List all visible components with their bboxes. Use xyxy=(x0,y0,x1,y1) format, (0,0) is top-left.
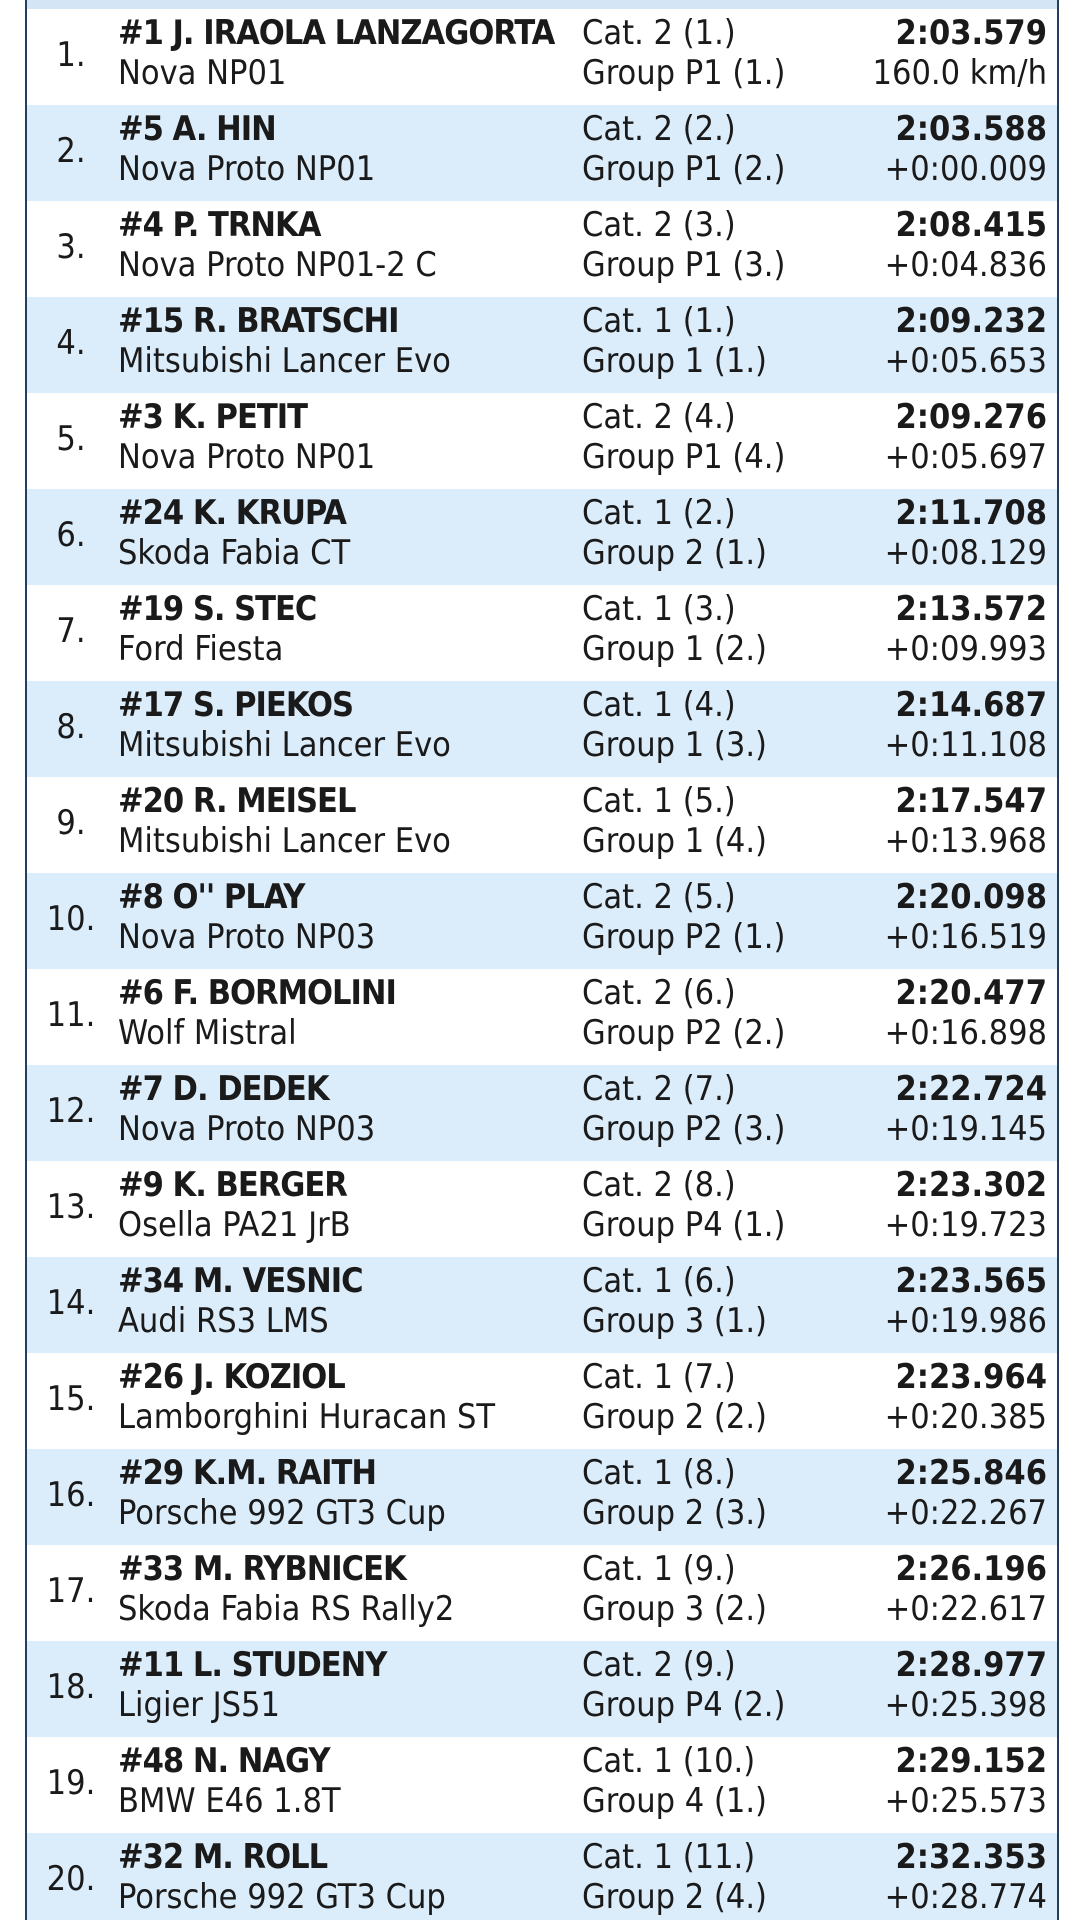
result-row xyxy=(27,1353,1057,1449)
position: 15. xyxy=(46,1379,96,1419)
category-rank: Cat. 1 (1.) xyxy=(582,301,736,341)
category-rank: Cat. 2 (5.) xyxy=(582,877,736,917)
driver-name: #26 J. KOZIOL xyxy=(118,1357,345,1397)
result-row xyxy=(27,1161,1057,1257)
gap-or-speed: +0:11.108 xyxy=(884,725,1047,765)
group-rank: Group P2 (1.) xyxy=(582,917,786,957)
result-row xyxy=(27,1257,1057,1353)
lap-time: 2:17.547 xyxy=(895,781,1047,821)
result-row xyxy=(27,585,1057,681)
lap-time: 2:29.152 xyxy=(895,1741,1047,1781)
driver-name: #11 L. STUDENY xyxy=(118,1645,387,1685)
driver-name: #17 S. PIEKOS xyxy=(118,685,354,725)
position: 16. xyxy=(46,1475,96,1515)
car-model: Lamborghini Huracan ST xyxy=(118,1397,496,1437)
group-rank: Group P1 (3.) xyxy=(582,245,786,285)
group-rank: Group P1 (2.) xyxy=(582,149,786,189)
lap-time: 2:13.572 xyxy=(895,589,1047,629)
driver-name: #5 A. HIN xyxy=(118,109,276,149)
lap-time: 2:08.415 xyxy=(895,205,1047,245)
group-rank: Group 1 (1.) xyxy=(582,341,767,381)
driver-name: #32 M. ROLL xyxy=(118,1837,328,1877)
driver-name: #8 O'' PLAY xyxy=(118,877,305,917)
position: 7. xyxy=(56,611,86,651)
result-row xyxy=(27,393,1057,489)
result-row xyxy=(27,489,1057,585)
lap-time: 2:11.708 xyxy=(895,493,1047,533)
category-rank: Cat. 1 (6.) xyxy=(582,1261,736,1301)
group-rank: Group P1 (1.) xyxy=(582,53,786,93)
driver-name: #3 K. PETIT xyxy=(118,397,307,437)
gap-or-speed: 160.0 km/h xyxy=(872,53,1047,93)
lap-time: 2:03.579 xyxy=(895,13,1047,53)
lap-time: 2:26.196 xyxy=(895,1549,1047,1589)
gap-or-speed: +0:28.774 xyxy=(884,1877,1047,1917)
category-rank: Cat. 2 (1.) xyxy=(582,13,736,53)
group-rank: Group P1 (4.) xyxy=(582,437,786,477)
group-rank: Group 3 (1.) xyxy=(582,1301,767,1341)
result-row xyxy=(27,1641,1057,1737)
result-row xyxy=(27,1833,1057,1920)
results-list xyxy=(27,9,1057,1920)
result-row xyxy=(27,9,1057,105)
position: 3. xyxy=(56,227,86,267)
category-rank: Cat. 1 (8.) xyxy=(582,1453,736,1493)
car-model: Mitsubishi Lancer Evo xyxy=(118,341,451,381)
gap-or-speed: +0:16.519 xyxy=(884,917,1047,957)
gap-or-speed: +0:20.385 xyxy=(884,1397,1047,1437)
position: 5. xyxy=(56,419,86,459)
result-row xyxy=(27,777,1057,873)
car-model: Nova NP01 xyxy=(118,53,287,93)
car-model: Ligier JS51 xyxy=(118,1685,280,1725)
result-row xyxy=(27,681,1057,777)
car-model: Skoda Fabia CT xyxy=(118,533,351,573)
category-rank: Cat. 2 (9.) xyxy=(582,1645,736,1685)
group-rank: Group 2 (4.) xyxy=(582,1877,767,1917)
group-rank: Group P2 (3.) xyxy=(582,1109,786,1149)
car-model: Nova Proto NP03 xyxy=(118,1109,376,1149)
group-rank: Group 2 (2.) xyxy=(582,1397,767,1437)
gap-or-speed: +0:19.145 xyxy=(884,1109,1047,1149)
gap-or-speed: +0:19.986 xyxy=(884,1301,1047,1341)
lap-time: 2:09.276 xyxy=(895,397,1047,437)
position: 13. xyxy=(46,1187,96,1227)
result-row xyxy=(27,201,1057,297)
gap-or-speed: +0:16.898 xyxy=(884,1013,1047,1053)
lap-time: 2:03.588 xyxy=(895,109,1047,149)
group-rank: Group 1 (4.) xyxy=(582,821,767,861)
driver-name: #15 R. BRATSCHI xyxy=(118,301,399,341)
result-row xyxy=(27,105,1057,201)
driver-name: #48 N. NAGY xyxy=(118,1741,330,1781)
position: 4. xyxy=(56,323,86,363)
position: 2. xyxy=(56,131,86,171)
result-row xyxy=(27,1065,1057,1161)
gap-or-speed: +0:08.129 xyxy=(884,533,1047,573)
category-rank: Cat. 1 (10.) xyxy=(582,1741,756,1781)
driver-name: #20 R. MEISEL xyxy=(118,781,356,821)
result-row xyxy=(27,969,1057,1065)
category-rank: Cat. 1 (5.) xyxy=(582,781,736,821)
position: 18. xyxy=(46,1667,96,1707)
position: 17. xyxy=(46,1571,96,1611)
lap-time: 2:20.477 xyxy=(895,973,1047,1013)
gap-or-speed: +0:04.836 xyxy=(884,245,1047,285)
car-model: BMW E46 1.8T xyxy=(118,1781,341,1821)
position: 12. xyxy=(46,1091,96,1131)
lap-time: 2:25.846 xyxy=(895,1453,1047,1493)
driver-name: #19 S. STEC xyxy=(118,589,317,629)
position: 10. xyxy=(46,899,96,939)
car-model: Nova Proto NP01-2 C xyxy=(118,245,437,285)
lap-time: 2:32.353 xyxy=(895,1837,1047,1877)
result-row xyxy=(27,1449,1057,1545)
position: 20. xyxy=(46,1859,96,1899)
category-rank: Cat. 1 (11.) xyxy=(582,1837,756,1877)
category-rank: Cat. 1 (3.) xyxy=(582,589,736,629)
position: 6. xyxy=(56,515,86,555)
gap-or-speed: +0:25.398 xyxy=(884,1685,1047,1725)
car-model: Porsche 992 GT3 Cup xyxy=(118,1493,446,1533)
lap-time: 2:23.565 xyxy=(895,1261,1047,1301)
car-model: Osella PA21 JrB xyxy=(118,1205,351,1245)
driver-name: #34 M. VESNIC xyxy=(118,1261,363,1301)
position: 19. xyxy=(46,1763,96,1803)
gap-or-speed: +0:22.267 xyxy=(884,1493,1047,1533)
car-model: Porsche 992 GT3 Cup xyxy=(118,1877,446,1917)
gap-or-speed: +0:09.993 xyxy=(884,629,1047,669)
car-model: Nova Proto NP01 xyxy=(118,437,376,477)
gap-or-speed: +0:05.697 xyxy=(884,437,1047,477)
result-row xyxy=(27,873,1057,969)
group-rank: Group P2 (2.) xyxy=(582,1013,786,1053)
result-row xyxy=(27,297,1057,393)
group-rank: Group 1 (2.) xyxy=(582,629,767,669)
position: 8. xyxy=(56,707,86,747)
position: 9. xyxy=(56,803,86,843)
car-model: Ford Fiesta xyxy=(118,629,284,669)
driver-name: #7 D. DEDEK xyxy=(118,1069,329,1109)
driver-name: #29 K.M. RAITH xyxy=(118,1453,376,1493)
results-page xyxy=(25,0,1059,1920)
gap-or-speed: +0:05.653 xyxy=(884,341,1047,381)
car-model: Audi RS3 LMS xyxy=(118,1301,329,1341)
lap-time: 2:09.232 xyxy=(895,301,1047,341)
car-model: Nova Proto NP01 xyxy=(118,149,376,189)
group-rank: Group 2 (3.) xyxy=(582,1493,767,1533)
driver-name: #24 K. KRUPA xyxy=(118,493,346,533)
group-rank: Group P4 (1.) xyxy=(582,1205,786,1245)
category-rank: Cat. 2 (3.) xyxy=(582,205,736,245)
group-rank: Group 4 (1.) xyxy=(582,1781,767,1821)
category-rank: Cat. 1 (2.) xyxy=(582,493,736,533)
car-model: Mitsubishi Lancer Evo xyxy=(118,821,451,861)
category-rank: Cat. 1 (4.) xyxy=(582,685,736,725)
lap-time: 2:20.098 xyxy=(895,877,1047,917)
driver-name: #6 F. BORMOLINI xyxy=(118,973,396,1013)
category-rank: Cat. 2 (2.) xyxy=(582,109,736,149)
result-row xyxy=(27,1737,1057,1833)
position: 14. xyxy=(46,1283,96,1323)
top-strip xyxy=(27,0,1057,9)
category-rank: Cat. 2 (7.) xyxy=(582,1069,736,1109)
lap-time: 2:28.977 xyxy=(895,1645,1047,1685)
group-rank: Group 2 (1.) xyxy=(582,533,767,573)
lap-time: 2:23.964 xyxy=(895,1357,1047,1397)
position: 11. xyxy=(46,995,96,1035)
car-model: Wolf Mistral xyxy=(118,1013,297,1053)
lap-time: 2:23.302 xyxy=(895,1165,1047,1205)
gap-or-speed: +0:25.573 xyxy=(884,1781,1047,1821)
car-model: Mitsubishi Lancer Evo xyxy=(118,725,451,765)
driver-name: #1 J. IRAOLA LANZAGORTA xyxy=(118,13,555,53)
gap-or-speed: +0:00.009 xyxy=(884,149,1047,189)
category-rank: Cat. 2 (6.) xyxy=(582,973,736,1013)
car-model: Nova Proto NP03 xyxy=(118,917,376,957)
lap-time: 2:14.687 xyxy=(895,685,1047,725)
gap-or-speed: +0:19.723 xyxy=(884,1205,1047,1245)
lap-time: 2:22.724 xyxy=(895,1069,1047,1109)
gap-or-speed: +0:13.968 xyxy=(884,821,1047,861)
gap-or-speed: +0:22.617 xyxy=(884,1589,1047,1629)
category-rank: Cat. 2 (4.) xyxy=(582,397,736,437)
group-rank: Group 3 (2.) xyxy=(582,1589,767,1629)
position: 1. xyxy=(56,35,86,75)
category-rank: Cat. 1 (7.) xyxy=(582,1357,736,1397)
category-rank: Cat. 2 (8.) xyxy=(582,1165,736,1205)
category-rank: Cat. 1 (9.) xyxy=(582,1549,736,1589)
result-row xyxy=(27,1545,1057,1641)
driver-name: #9 K. BERGER xyxy=(118,1165,347,1205)
group-rank: Group P4 (2.) xyxy=(582,1685,786,1725)
driver-name: #4 P. TRNKA xyxy=(118,205,321,245)
group-rank: Group 1 (3.) xyxy=(582,725,767,765)
driver-name: #33 M. RYBNICEK xyxy=(118,1549,406,1589)
car-model: Skoda Fabia RS Rally2 xyxy=(118,1589,455,1629)
